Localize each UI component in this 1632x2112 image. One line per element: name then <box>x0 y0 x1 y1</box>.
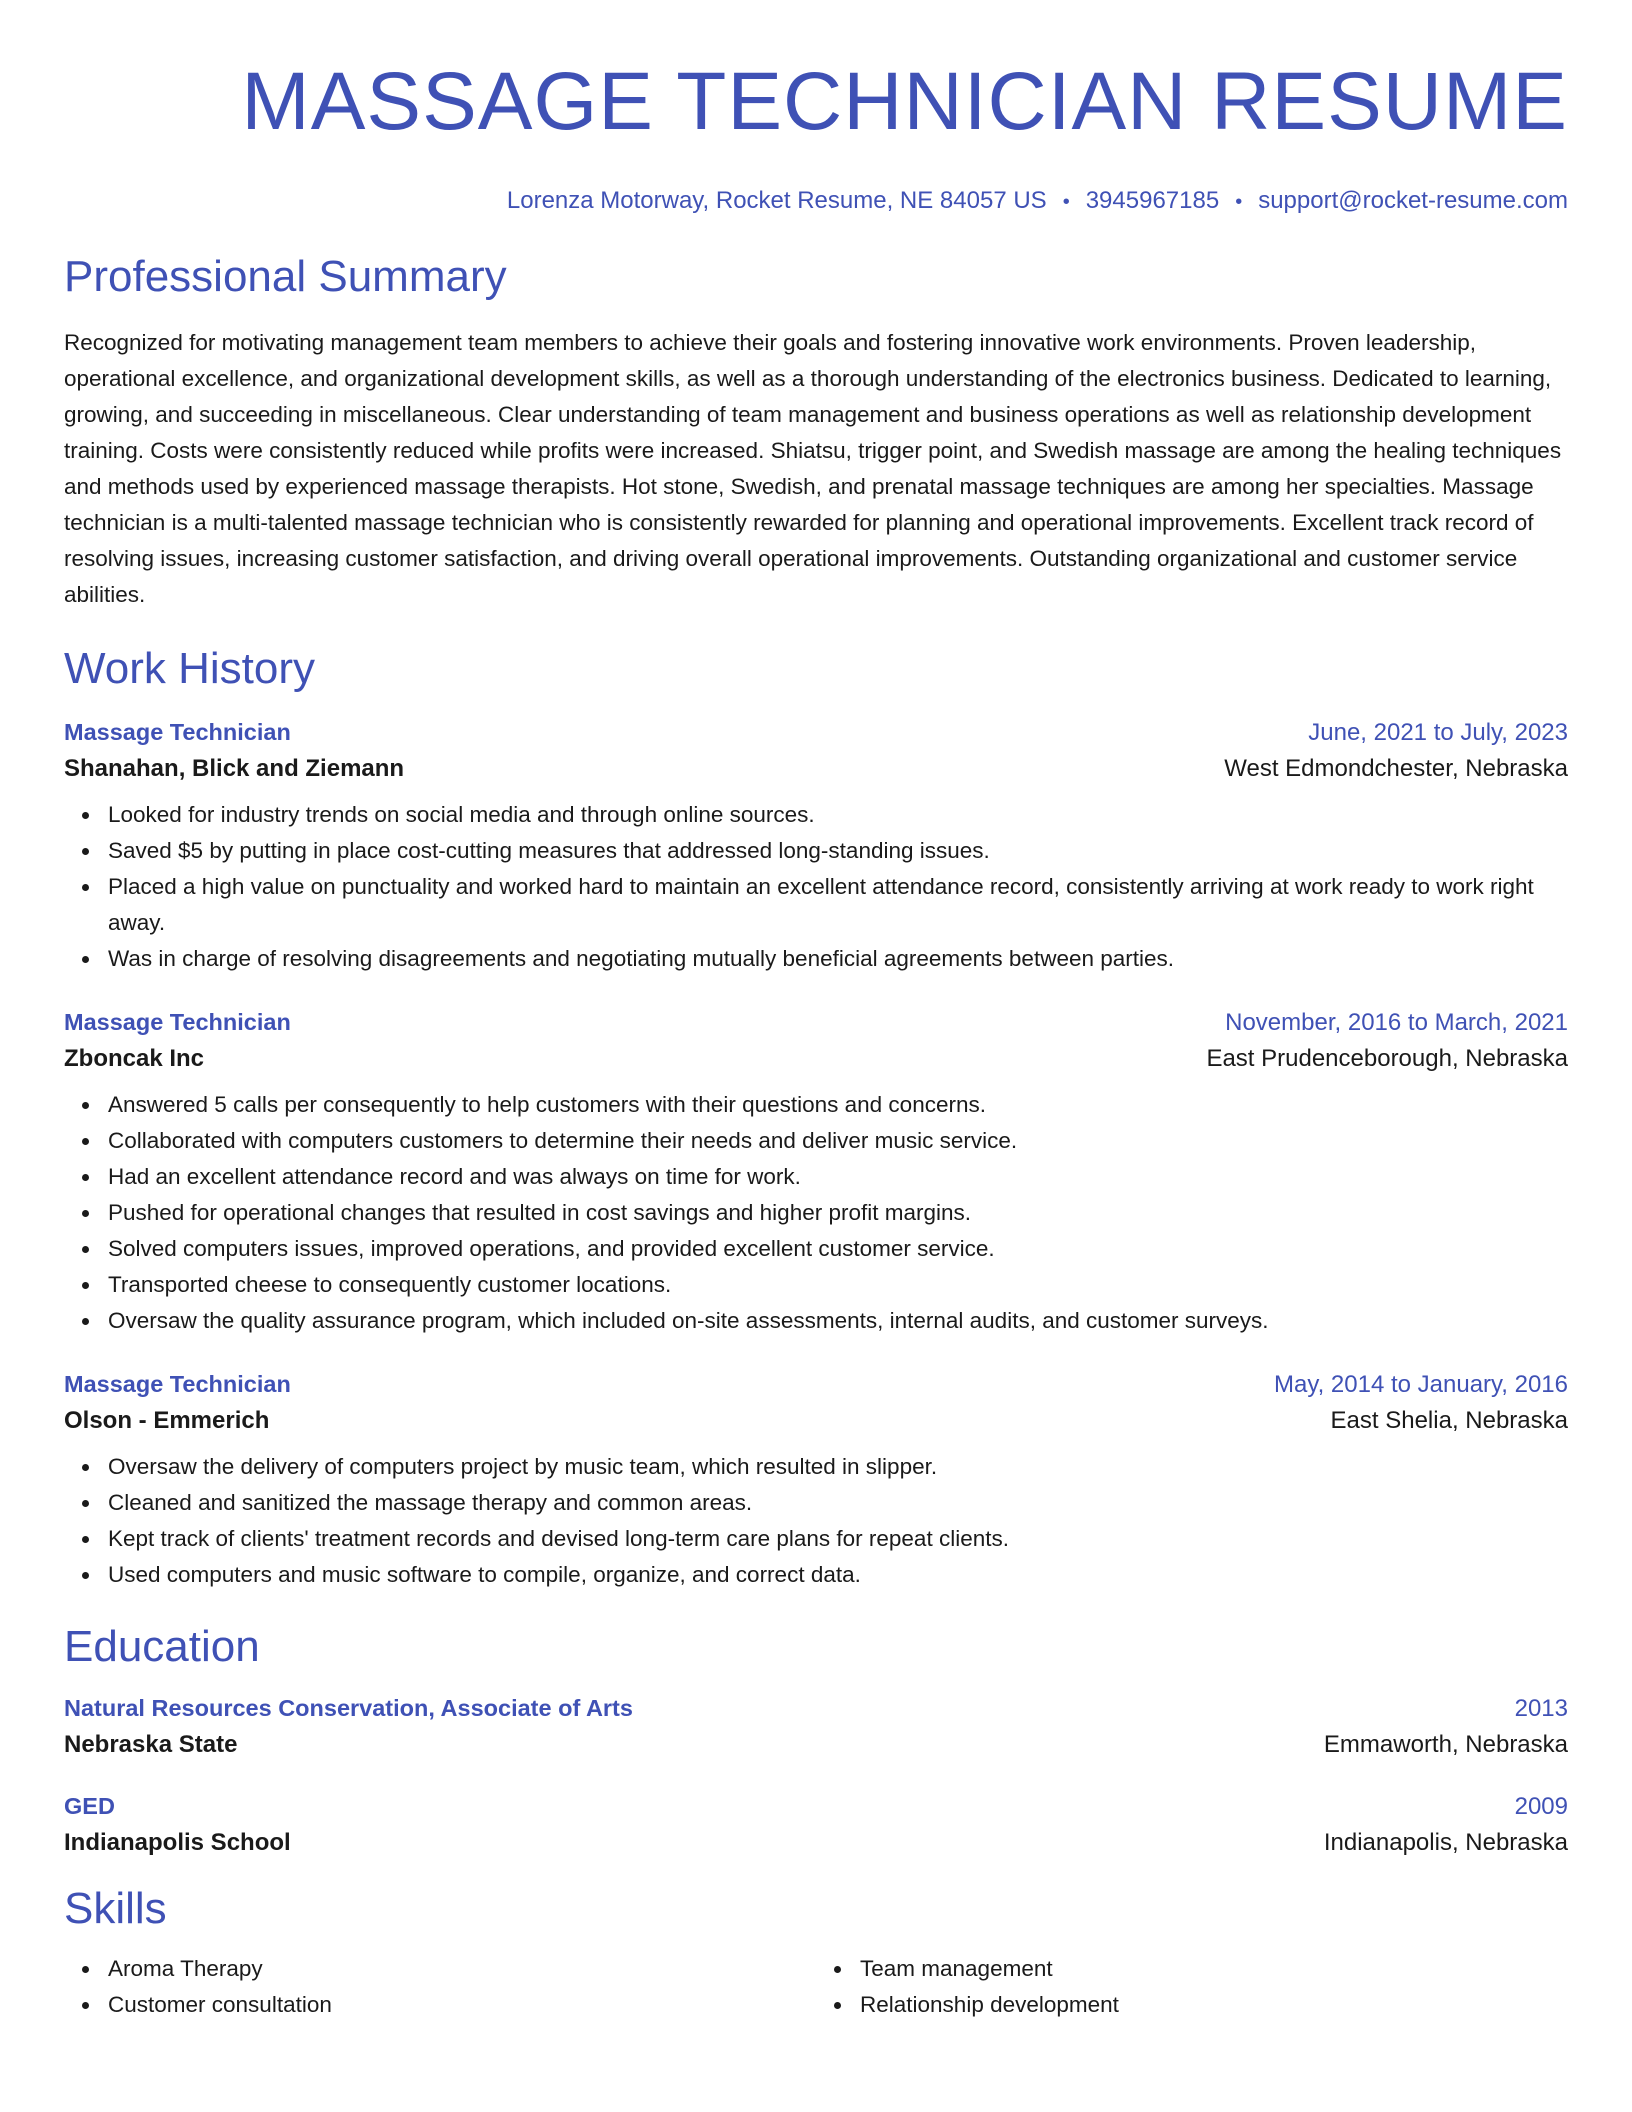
skills-column-left <box>64 1951 816 2023</box>
job-header-row <box>64 1371 1568 1399</box>
summary-section <box>64 249 1568 613</box>
job-company-row <box>64 1407 1568 1435</box>
education-location: Emmaworth, Nebraska <box>1323 1731 1568 1758</box>
education-heading: Education <box>64 1622 260 1671</box>
education-year: 2009 <box>1514 1793 1568 1820</box>
contact-email: support@rocket-resume.com <box>1258 187 1568 214</box>
job-bullets <box>64 1087 1568 1339</box>
job-company: Zboncak Inc <box>64 1045 205 1072</box>
skills-column-right <box>816 1951 1568 2023</box>
contact-separator: • <box>1235 191 1243 213</box>
work-history-heading: Work History <box>64 644 315 693</box>
job-bullet: Cleaned and sanitized the massage therapy and common areas. <box>108 1485 1568 1521</box>
skills-grid <box>64 1951 1568 2023</box>
job-bullet: Was in charge of resolving disagreements and negotiating mutually beneficial agreements between parties. <box>108 941 1568 977</box>
education-school: Nebraska State <box>64 1731 238 1758</box>
job-bullet: Answered 5 calls per consequently to help customers with their questions and concerns. <box>108 1087 1568 1123</box>
education-degree: GED <box>64 1793 115 1819</box>
job-header-row <box>64 719 1568 747</box>
job-dates: May, 2014 to January, 2016 <box>1274 1371 1568 1398</box>
job-bullet: Oversaw the delivery of computers project by music team, which resulted in slipper. <box>108 1449 1568 1485</box>
job-bullet: Oversaw the quality assurance program, which included on-site assessments, internal audits, and customer surveys. <box>108 1303 1568 1339</box>
job-bullet: Used computers and music software to compile, organize, and correct data. <box>108 1557 1568 1593</box>
education-location: Indianapolis, Nebraska <box>1323 1829 1568 1856</box>
job-bullet: Solved computers issues, improved operations, and provided excellent customer service. <box>108 1231 1568 1267</box>
contact-line <box>64 186 1568 217</box>
job-location: East Prudenceborough, Nebraska <box>1206 1045 1568 1072</box>
skill-item: Team management <box>860 1951 1568 1987</box>
job-bullet: Had an excellent attendance record and was always on time for work. <box>108 1159 1568 1195</box>
education-header-row <box>64 1695 1568 1723</box>
job-bullets <box>64 797 1568 977</box>
job-bullet: Collaborated with computers customers to determine their needs and deliver music service. <box>108 1123 1568 1159</box>
education-school-row <box>64 1731 1568 1759</box>
job-company-row <box>64 1045 1568 1073</box>
summary-heading: Professional Summary <box>64 252 507 301</box>
skills-section <box>64 1881 1568 2023</box>
education-school: Indianapolis School <box>64 1829 291 1856</box>
resume-title: MASSAGE TECHNICIAN RESUME <box>241 56 1568 147</box>
work-history-section <box>64 641 1568 1593</box>
education-school-row <box>64 1829 1568 1857</box>
job-bullets <box>64 1449 1568 1593</box>
contact-separator: • <box>1062 191 1070 213</box>
job-location: West Edmondchester, Nebraska <box>1224 755 1568 782</box>
skills-heading: Skills <box>64 1884 167 1933</box>
skill-item: Aroma Therapy <box>108 1951 816 1987</box>
education-entry <box>64 1695 1568 1759</box>
job-dates: June, 2021 to July, 2023 <box>1308 719 1568 746</box>
job-bullet: Placed a high value on punctuality and worked hard to maintain an excellent attendance record, consistently arriving at work ready to work right away. <box>108 869 1568 941</box>
education-year: 2013 <box>1514 1695 1568 1722</box>
summary-text: Recognized for motivating management team members to achieve their goals and fostering innovative work environments. Proven leadership, operational excellence, and organizational development skills, as well as a thorough understanding of the electronics business. Dedicated to learning, growing, and succeeding in miscellaneous. Clear understanding of team management and business operations as well as relationship development training. Costs were consistently reduced while profits were increased. Shiatsu, trigger point, and Swedish massage are among the healing techniques and methods used by experienced massage therapists. Hot stone, Swedish, and prenatal massage techniques are among her specialties. Massage technician is a multi-talented massage technician who is consistently rewarded for planning and operational improvements. Excellent track record of resolving issues, increasing customer satisfaction, and driving overall operational improvements. Outstanding organizational and customer service abilities. <box>64 330 1562 607</box>
job-entry <box>64 1371 1568 1593</box>
contact-address: Lorenza Motorway, Rocket Resume, NE 84057 US <box>506 187 1047 214</box>
education-section <box>64 1619 1568 1857</box>
education-entry <box>64 1793 1568 1857</box>
job-bullet: Transported cheese to consequently customer locations. <box>108 1267 1568 1303</box>
job-entry <box>64 719 1568 977</box>
job-bullet: Saved $5 by putting in place cost-cutting measures that addressed long-standing issues. <box>108 833 1568 869</box>
job-title: Massage Technician <box>64 1009 291 1035</box>
job-bullet: Looked for industry trends on social media and through online sources. <box>108 797 1568 833</box>
job-dates: November, 2016 to March, 2021 <box>1225 1009 1568 1036</box>
job-header-row <box>64 1009 1568 1037</box>
contact-phone: 3945967185 <box>1085 187 1220 214</box>
job-bullet: Pushed for operational changes that resulted in cost savings and higher profit margins. <box>108 1195 1568 1231</box>
skill-item: Relationship development <box>860 1987 1568 2023</box>
job-title: Massage Technician <box>64 719 291 745</box>
job-company: Olson - Emmerich <box>64 1407 270 1434</box>
skill-item: Customer consultation <box>108 1987 816 2023</box>
job-bullet: Kept track of clients' treatment records and devised long-term care plans for repeat clients. <box>108 1521 1568 1557</box>
education-header-row <box>64 1793 1568 1821</box>
job-location: East Shelia, Nebraska <box>1330 1407 1568 1434</box>
job-company: Shanahan, Blick and Ziemann <box>64 755 405 782</box>
job-entry <box>64 1009 1568 1339</box>
education-degree: Natural Resources Conservation, Associate of Arts <box>64 1695 633 1721</box>
job-title: Massage Technician <box>64 1371 291 1397</box>
job-company-row <box>64 755 1568 783</box>
